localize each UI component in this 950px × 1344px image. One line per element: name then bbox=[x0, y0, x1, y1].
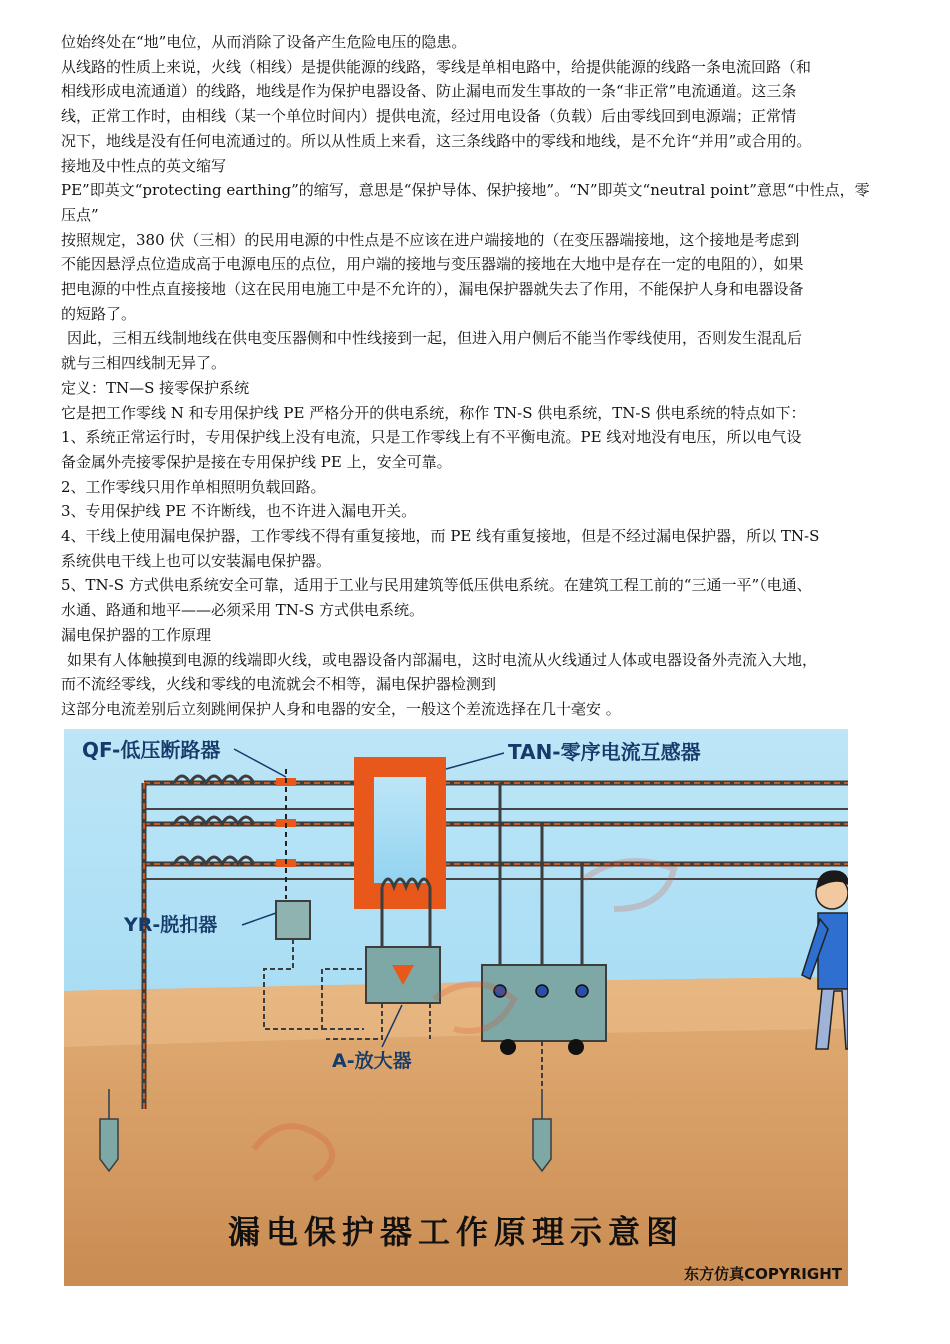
copyright-text: 东方仿真COPYRIGHT bbox=[684, 1265, 842, 1283]
text-line: 相线形成电流通道）的线路，地线是作为保护电器设备、防止漏电而发生事故的一条“非正常”电流通道。这三条 bbox=[61, 82, 797, 101]
text-line: 况下，地线是没有任何电流通过的。所以从性质上来看，这三条线路中的零线和地线，是不允许“并用”或合用的。 bbox=[61, 131, 812, 150]
text-line: 的短路了。 bbox=[61, 304, 137, 323]
text-line: PE”即英文“protecting earthing”的缩写，意思是“保护导体、保护接地”。“N”即英文“neutral point”意思“中性点，零 bbox=[61, 181, 870, 200]
document-body bbox=[61, 30, 889, 722]
section-heading: 漏电保护器的工作原理 bbox=[61, 625, 212, 644]
terminal-3 bbox=[576, 985, 588, 997]
text-line: 这部分电流差别后立刻跳闸保护人身和电器的安全，一般这个差流选择在几十毫安 。 bbox=[61, 699, 621, 718]
text-line: 就与三相四线制无异了。 bbox=[61, 354, 227, 373]
rcd-diagram-figure bbox=[64, 729, 848, 1286]
section-heading: 定义：TN—S 接零保护系统 bbox=[61, 378, 250, 397]
list-item: 3、专用保护线 PE 不许断线，也不许进入漏电开关。 bbox=[61, 502, 417, 521]
ct-core-inner bbox=[374, 777, 426, 883]
text-line: 线，正常工作时，由相线（某一个单位时间内）提供电流，经过用电设备（负载）后由零线回到电源端；正常情 bbox=[61, 107, 797, 126]
ct-core bbox=[354, 757, 446, 909]
text-line: 因此，三相五线制地线在供电变压器侧和中性线接到一起，但进入用户侧后不能当作零线使用，否则发生混乱后 bbox=[67, 329, 803, 348]
label-tan-ct: TAN-零序电流互感器 bbox=[508, 740, 701, 764]
diagram-title: 漏电保护器工作原理示意图 bbox=[227, 1213, 685, 1251]
text-line: 而不流经零线，火线和零线的电流就会不相等，漏电保护器检测到 bbox=[61, 675, 497, 694]
terminal-2 bbox=[536, 985, 548, 997]
text-line: 把电源的中性点直接接地（这在民用电施工中是不允许的），漏电保护器就失去了作用，不能保护人身和电器设备 bbox=[61, 280, 804, 299]
electrode-left bbox=[100, 1119, 118, 1171]
trip-unit-box bbox=[276, 901, 310, 939]
list-item: 4、干线上使用漏电保护器，工作零线不得有重复接地，而 PE 线有重复接地，但是不经过漏电保护器，所以 TN-S bbox=[61, 527, 820, 546]
label-yr-trip: YR-脱扣器 bbox=[124, 914, 218, 936]
text-line: 它是把工作零线 N 和专用保护线 PE 严格分开的供电系统，称作 TN-S 供电系统，TN-S 供电系统的特点如下： bbox=[61, 403, 806, 422]
text-line: 水通、路通和地平——必须采用 TN-S 方式供电系统。 bbox=[61, 601, 425, 620]
text-line: 按照规定，380 伏（三相）的民用电源的中性点是不应该在进户端接地的（在变压器端接地，这个接地是考虑到 bbox=[61, 230, 800, 249]
list-item: 5、TN-S 方式供电系统安全可靠，适用于工业与民用建筑等低压供电系统。在建筑工程工前的“三通一平”（电通、 bbox=[61, 576, 812, 595]
cabinet-wheel-right bbox=[568, 1039, 584, 1055]
rcd-diagram bbox=[64, 729, 848, 1286]
text-line: 备金属外壳接零保护是接在专用保护线 PE 上，安全可靠。 bbox=[61, 452, 452, 471]
list-item: 2、工作零线只用作单相照明负载回路。 bbox=[61, 477, 326, 496]
text-line: 不能因悬浮点位造成高于电源电压的点位，用户端的接地与变压器端的接地在大地中是存在一定的电阻的），如果 bbox=[61, 255, 804, 274]
section-heading: 接地及中性点的英文缩写 bbox=[61, 156, 227, 175]
electrode-right bbox=[533, 1119, 551, 1171]
list-item: 1、系统正常运行时，专用保护线上没有电流，只是工作零线上有不平衡电流。PE 线对地没有电压，所以电气设 bbox=[61, 428, 802, 447]
text-line: 从线路的性质上来说，火线（相线）是提供能源的线路，零线是单相电路中，给提供能源的线路一条电流回路（和 bbox=[61, 57, 812, 76]
load-cabinet-body bbox=[482, 965, 606, 1041]
text-line: 位始终处在“地”电位，从而消除了设备产生危险电压的隐患。 bbox=[61, 33, 467, 51]
text-line: 压点” bbox=[61, 205, 99, 224]
cabinet-wheel-left bbox=[500, 1039, 516, 1055]
text-line: 系统供电干线上也可以安装漏电保护器。 bbox=[61, 551, 332, 570]
label-amplifier: A-放大器 bbox=[332, 1050, 412, 1072]
label-qf-breaker: QF-低压断路器 bbox=[82, 738, 221, 762]
text-line: 如果有人体触摸到电源的线端即火线，或电器设备内部漏电，这时电流从火线通过人体或电器设备外壳流入大地， bbox=[67, 650, 818, 669]
